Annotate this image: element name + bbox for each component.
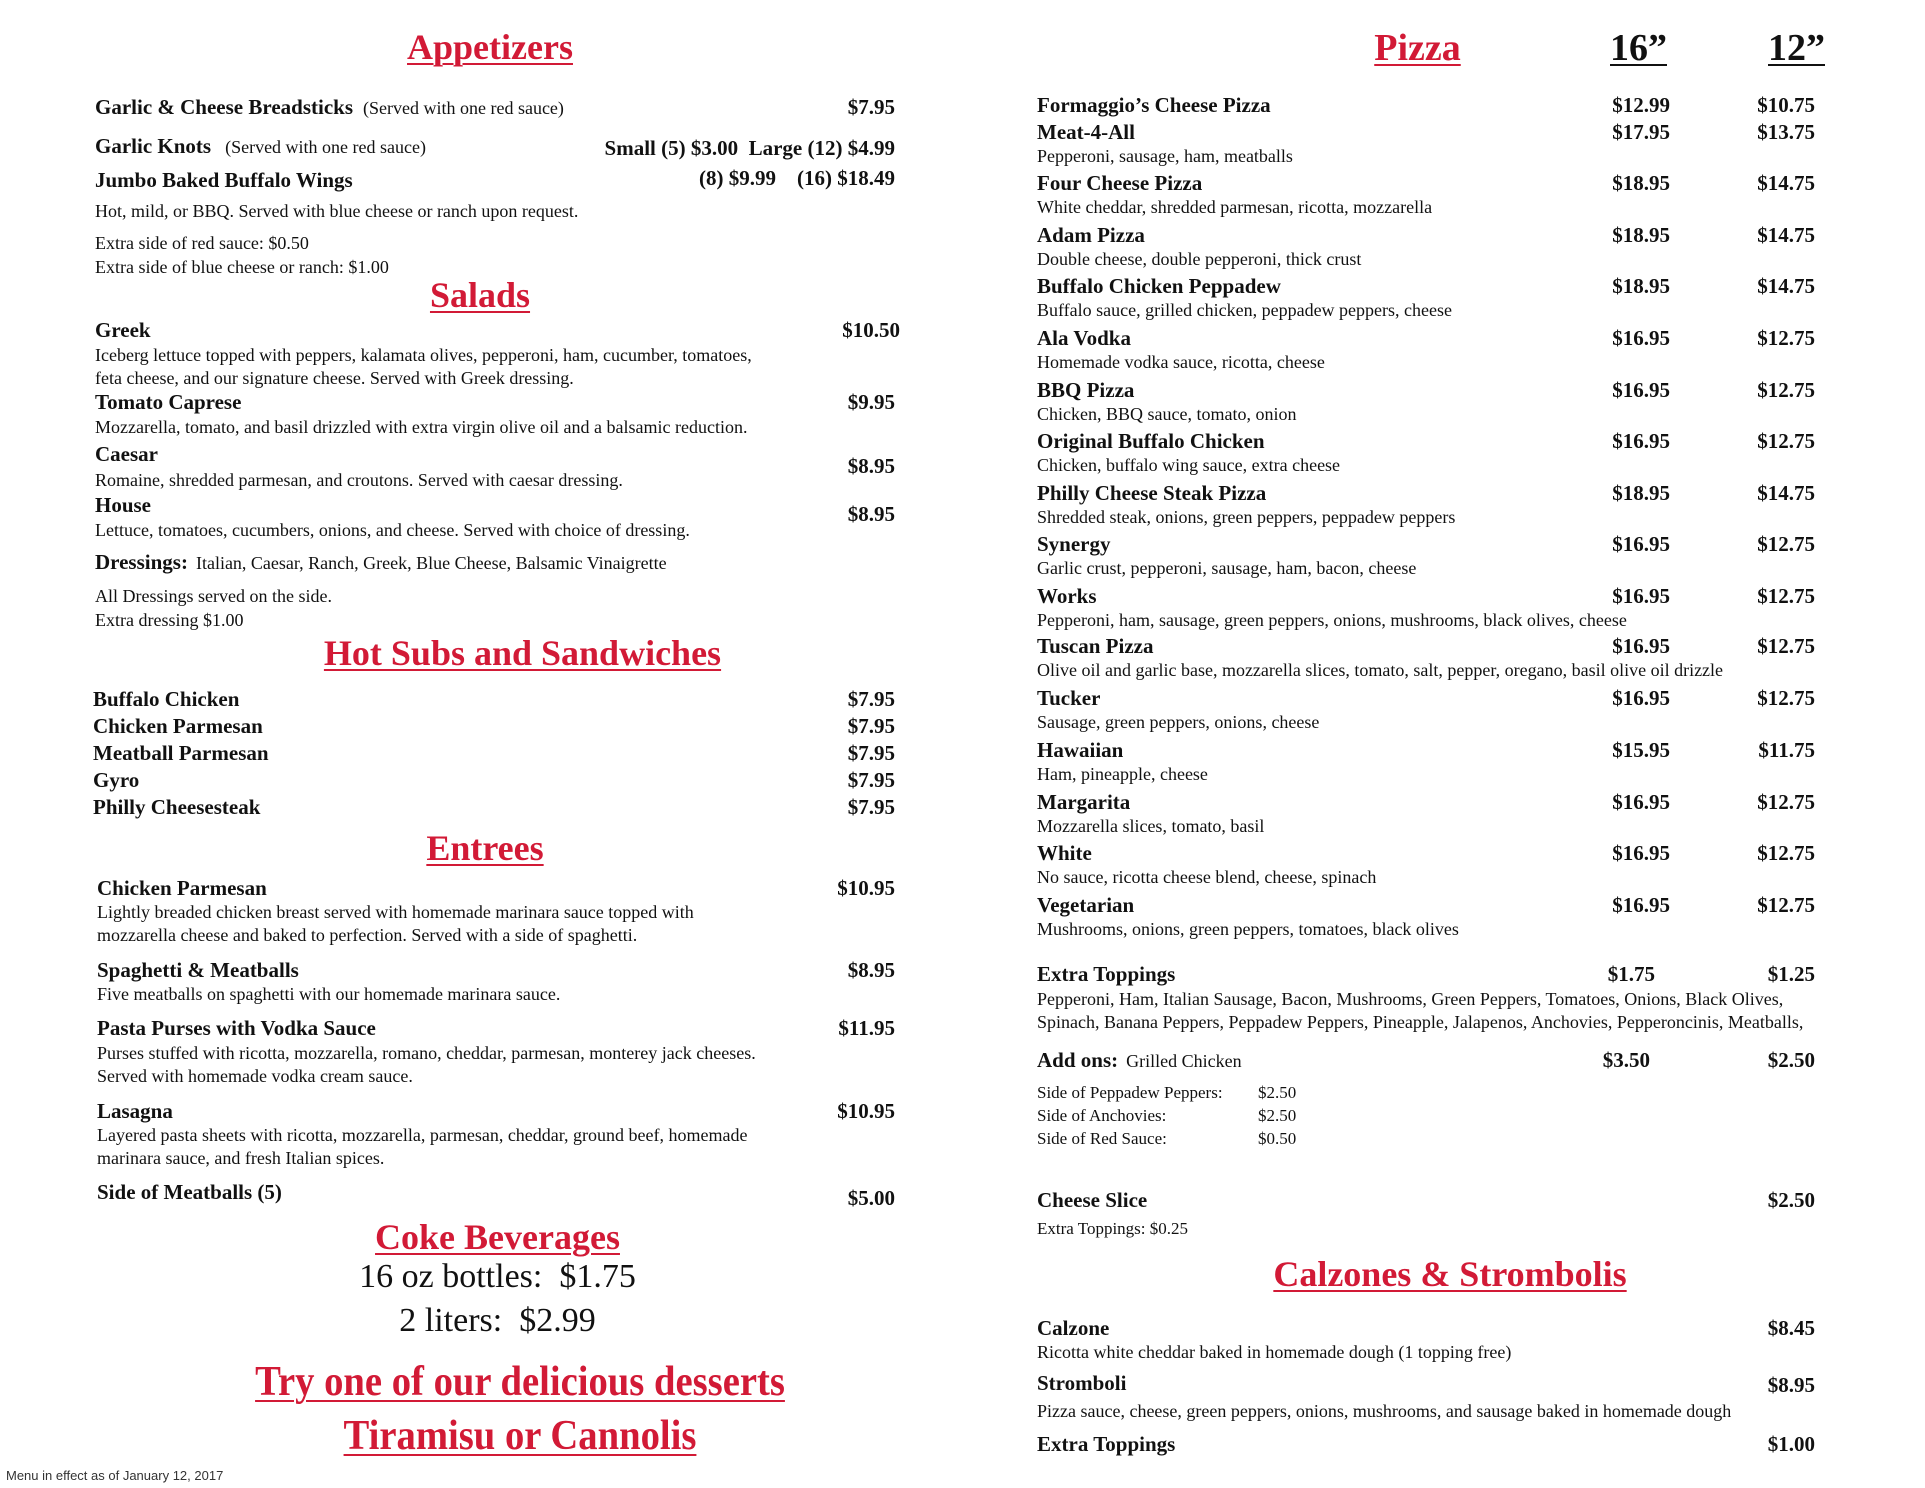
pizza-price-16: $18.95 <box>1612 223 1670 247</box>
item-price: $9.95 <box>847 390 895 414</box>
beverage-liters: 2 liters: $2.99 <box>399 1302 596 1339</box>
sub-item-name: Gyro <box>93 768 140 792</box>
item-price: $10.95 <box>837 1099 895 1123</box>
addons-line <box>1037 1048 1242 1073</box>
pizza-price-16: $17.95 <box>1612 120 1670 144</box>
menu-item-breadsticks <box>95 95 564 120</box>
toppings-price-16: $1.75 <box>1607 962 1655 986</box>
item-name: Caesar <box>95 442 158 466</box>
sub-item-name: Buffalo Chicken <box>93 687 240 711</box>
item-price: $10.95 <box>837 876 895 900</box>
calzone-toppings-name: Extra Toppings <box>1037 1432 1176 1456</box>
pizza-description: Double cheese, double pepperoni, thick crust <box>1037 249 1362 269</box>
pizza-name: Buffalo Chicken Peppadew <box>1037 274 1281 298</box>
side-price: $2.50 <box>1258 1083 1297 1102</box>
item-name: Lasagna <box>97 1099 173 1123</box>
item-description: Layered pasta sheets with ricotta, mozzarella, parmesan, cheddar, ground beef, homemade <box>97 1125 748 1145</box>
item-price: $11.95 <box>838 1016 895 1040</box>
pizza-name: Adam Pizza <box>1037 223 1145 247</box>
toppings-label: Extra Toppings <box>1037 962 1176 986</box>
item-price: $10.50 <box>842 318 900 342</box>
pizza-price-12: $12.75 <box>1757 584 1815 608</box>
pizza-price-16: $16.95 <box>1612 326 1670 350</box>
item-name: Jumbo Baked Buffalo Wings <box>95 168 353 192</box>
pizza-name: Hawaiian <box>1037 738 1124 762</box>
pizza-description: Mozzarella slices, tomato, basil <box>1037 816 1265 836</box>
pizza-price-16: $16.95 <box>1612 378 1670 402</box>
item-description: Five meatballs on spaghetti with our homemade marinara sauce. <box>97 984 561 1004</box>
pizza-description: Olive oil and garlic base, mozzarella slices, tomato, salt, pepper, oregano, basil olive oil drizzle <box>1037 660 1724 680</box>
extra-note: Extra side of blue cheese or ranch: $1.00 <box>95 257 389 277</box>
pizza-description: Chicken, BBQ sauce, tomato, onion <box>1037 404 1297 424</box>
item-name: Pasta Purses with Vodka Sauce <box>97 1016 376 1040</box>
pizza-name: Works <box>1037 584 1097 608</box>
addons-label: Add ons: <box>1037 1048 1119 1072</box>
item-name: Garlic & Cheese Breadsticks <box>95 95 353 119</box>
addons-price-12: $2.50 <box>1767 1048 1815 1072</box>
item-name: Spaghetti & Meatballs <box>97 958 299 982</box>
sub-item-name: Chicken Parmesan <box>93 714 263 738</box>
pizza-price-12: $12.75 <box>1757 429 1815 453</box>
pizza-description: No sauce, ricotta cheese blend, cheese, spinach <box>1037 867 1377 887</box>
pizza-description: Sausage, green peppers, onions, cheese <box>1037 712 1320 732</box>
slice-price: $2.50 <box>1767 1188 1815 1212</box>
pizza-price-12: $14.75 <box>1757 481 1815 505</box>
addons-item: Grilled Chicken <box>1126 1051 1242 1071</box>
pizza-price-12: $12.75 <box>1757 634 1815 658</box>
calzone-price: $8.45 <box>1767 1316 1815 1340</box>
calzone-toppings-price: $1.00 <box>1767 1432 1815 1456</box>
item-description: Purses stuffed with ricotta, mozzarella, romano, cheddar, parmesan, monterey jack cheeses. <box>97 1043 756 1063</box>
item-price: (8) $9.99 (16) $18.49 <box>699 166 895 190</box>
pizza-price-16: $15.95 <box>1612 738 1670 762</box>
sub-item-name: Meatball Parmesan <box>93 741 269 765</box>
pizza-price-16: $16.95 <box>1612 584 1670 608</box>
pizza-description: Pepperoni, sausage, ham, meatballs <box>1037 146 1293 166</box>
pizza-price-12: $12.75 <box>1757 532 1815 556</box>
dressings-line <box>95 550 667 575</box>
pizza-name: Philly Cheese Steak Pizza <box>1037 481 1267 505</box>
salads-heading: Salads <box>429 275 531 315</box>
pizza-name: Original Buffalo Chicken <box>1037 429 1265 453</box>
menu-date-footer: Menu in effect as of January 12, 2017 <box>6 1468 224 1483</box>
pizza-price-12: $11.75 <box>1758 738 1815 762</box>
size-16-header: 16” <box>1610 27 1667 69</box>
pizza-price-12: $14.75 <box>1757 274 1815 298</box>
pizza-price-12: $12.75 <box>1757 790 1815 814</box>
pizza-price-12: $12.75 <box>1757 378 1815 402</box>
pizza-price-12: $12.75 <box>1757 686 1815 710</box>
size-12-header: 12” <box>1768 27 1825 69</box>
pizza-price-16: $16.95 <box>1612 893 1670 917</box>
side-name: Side of Red Sauce: <box>1037 1129 1167 1148</box>
dressings-label: Dressings: <box>95 550 188 574</box>
pizza-price-12: $14.75 <box>1757 223 1815 247</box>
side-price: $0.50 <box>1258 1129 1297 1148</box>
sub-item-price: $7.95 <box>847 741 895 765</box>
addons-price-16: $3.50 <box>1602 1048 1650 1072</box>
toppings-list: Pepperoni, Ham, Italian Sausage, Bacon, Mushrooms, Green Peppers, Tomatoes, Onions, Black Olives, <box>1037 989 1784 1009</box>
pizza-name: Ala Vodka <box>1037 326 1131 350</box>
sub-item-price: $7.95 <box>847 795 895 819</box>
item-price: $8.95 <box>847 958 895 982</box>
pizza-description: Ham, pineapple, cheese <box>1037 764 1208 784</box>
entrees-heading: Entrees <box>426 828 544 868</box>
pizza-price-12: $12.75 <box>1757 893 1815 917</box>
stromboli-price: $8.95 <box>1767 1373 1815 1397</box>
pizza-description: Buffalo sauce, grilled chicken, peppadew peppers, cheese <box>1037 300 1452 320</box>
slice-name: Cheese Slice <box>1037 1188 1148 1212</box>
item-name: Chicken Parmesan <box>97 876 267 900</box>
pizza-price-12: $12.75 <box>1757 841 1815 865</box>
item-note: (Served with one red sauce) <box>225 137 426 157</box>
pizza-price-16: $16.95 <box>1612 686 1670 710</box>
pizza-description: Garlic crust, pepperoni, sausage, ham, bacon, cheese <box>1037 558 1417 578</box>
calzones-heading: Calzones & Strombolis <box>1273 1254 1627 1294</box>
pizza-price-16: $16.95 <box>1612 532 1670 556</box>
pizza-name: Synergy <box>1037 532 1111 556</box>
dressing-note: All Dressings served on the side. <box>95 586 332 606</box>
item-description: marinara sauce, and fresh Italian spices. <box>97 1148 385 1168</box>
pizza-price-12: $14.75 <box>1757 171 1815 195</box>
pizza-price-16: $16.95 <box>1612 841 1670 865</box>
side-price: $2.50 <box>1258 1106 1297 1125</box>
sub-item-name: Philly Cheesesteak <box>93 795 261 819</box>
dressing-note: Extra dressing $1.00 <box>95 610 244 630</box>
pizza-name: Four Cheese Pizza <box>1037 171 1203 195</box>
pizza-description: Shredded steak, onions, green peppers, peppadew peppers <box>1037 507 1456 527</box>
pizza-price-16: $16.95 <box>1612 634 1670 658</box>
item-description: Mozzarella, tomato, and basil drizzled with extra virgin olive oil and a balsamic reduction. <box>95 417 748 437</box>
side-name: Side of Anchovies: <box>1037 1106 1167 1125</box>
pizza-price-16: $16.95 <box>1612 429 1670 453</box>
item-name: Greek <box>95 318 151 342</box>
item-description: Served with homemade vodka cream sauce. <box>97 1066 413 1086</box>
item-name: House <box>95 493 152 517</box>
pizza-description: Homemade vodka sauce, ricotta, cheese <box>1037 352 1325 372</box>
pizza-description: White cheddar, shredded parmesan, ricotta, mozzarella <box>1037 197 1433 217</box>
pizza-name: Tuscan Pizza <box>1037 634 1154 658</box>
pizza-name: BBQ Pizza <box>1037 378 1135 402</box>
pizza-heading: Pizza <box>1374 27 1461 69</box>
pizza-name: Margarita <box>1037 790 1131 814</box>
toppings-price-12: $1.25 <box>1767 962 1815 986</box>
item-description: Romaine, shredded parmesan, and croutons. Served with caesar dressing. <box>95 470 623 490</box>
sub-item-price: $7.95 <box>847 768 895 792</box>
beverages-heading: Coke Beverages <box>375 1217 620 1257</box>
pizza-price-16: $18.95 <box>1612 481 1670 505</box>
item-price: $5.00 <box>847 1186 895 1210</box>
item-description: Lightly breaded chicken breast served with homemade marinara sauce topped with <box>97 902 694 922</box>
pizza-price-12: $10.75 <box>1757 93 1815 117</box>
item-price: $8.95 <box>847 502 895 526</box>
pizza-price-16: $18.95 <box>1612 171 1670 195</box>
pizza-description: Chicken, buffalo wing sauce, extra cheese <box>1037 455 1341 475</box>
pizza-name: Vegetarian <box>1037 893 1135 917</box>
item-description: feta cheese, and our signature cheese. Served with Greek dressing. <box>95 368 574 388</box>
pizza-description: Pepperoni, ham, sausage, green peppers, onions, mushrooms, black olives, cheese <box>1037 610 1627 630</box>
pizza-price-16: $16.95 <box>1612 790 1670 814</box>
stromboli-name: Stromboli <box>1037 1371 1127 1395</box>
pizza-name: White <box>1037 841 1092 865</box>
menu-item-knots <box>95 134 426 159</box>
item-name: Tomato Caprese <box>95 390 242 414</box>
item-note: (Served with one red sauce) <box>363 98 564 118</box>
pizza-description: Mushrooms, onions, green peppers, tomatoes, black olives <box>1037 919 1459 939</box>
pizza-price-16: $12.99 <box>1612 93 1670 117</box>
pizza-price-12: $12.75 <box>1757 326 1815 350</box>
item-name: Garlic Knots <box>95 134 212 158</box>
calzone-name: Calzone <box>1037 1316 1110 1340</box>
pizza-name: Formaggio’s Cheese Pizza <box>1037 93 1271 117</box>
sub-item-price: $7.95 <box>847 687 895 711</box>
toppings-list: Spinach, Banana Peppers, Peppadew Peppers, Pineapple, Jalapenos, Anchovies, Pepperoncinis, Meatballs, <box>1037 1012 1804 1032</box>
calzone-desc: Ricotta white cheddar baked in homemade dough (1 topping free) <box>1037 1342 1512 1362</box>
stromboli-desc: Pizza sauce, cheese, green peppers, onions, mushrooms, and sausage baked in homemade dough <box>1037 1401 1732 1421</box>
pizza-price-12: $13.75 <box>1757 120 1815 144</box>
pizza-price-16: $18.95 <box>1612 274 1670 298</box>
beverage-bottles: 16 oz bottles: $1.75 <box>359 1258 636 1295</box>
item-description: Hot, mild, or BBQ. Served with blue cheese or ranch upon request. <box>95 201 579 221</box>
item-price: Small (5) $3.00 Large (12) $4.99 <box>604 136 895 160</box>
slice-note: Extra Toppings: $0.25 <box>1037 1219 1189 1238</box>
side-name: Side of Peppadew Peppers: <box>1037 1083 1223 1102</box>
appetizers-heading: Appetizers <box>407 27 573 67</box>
pizza-name: Tucker <box>1037 686 1101 710</box>
item-name: Side of Meatballs (5) <box>97 1180 282 1204</box>
subs-heading: Hot Subs and Sandwiches <box>323 633 722 673</box>
item-price: $7.95 <box>847 95 895 119</box>
item-description: mozzarella cheese and baked to perfection. Served with a side of spaghetti. <box>97 925 638 945</box>
extra-note: Extra side of red sauce: $0.50 <box>95 233 309 253</box>
dessert-options: Tiramisu or Cannolis <box>343 1413 697 1459</box>
item-price: $8.95 <box>847 454 895 478</box>
item-description: Iceberg lettuce topped with peppers, kalamata olives, pepperoni, ham, cucumber, tomatoes, <box>95 345 752 365</box>
sub-item-price: $7.95 <box>847 714 895 738</box>
dressings-list: Italian, Caesar, Ranch, Greek, Blue Cheese, Balsamic Vinaigrette <box>195 553 667 573</box>
dessert-promo: Try one of our delicious desserts <box>255 1359 785 1405</box>
item-description: Lettuce, tomatoes, cucumbers, onions, and cheese. Served with choice of dressing. <box>95 520 690 540</box>
pizza-name: Meat-4-All <box>1037 120 1135 144</box>
